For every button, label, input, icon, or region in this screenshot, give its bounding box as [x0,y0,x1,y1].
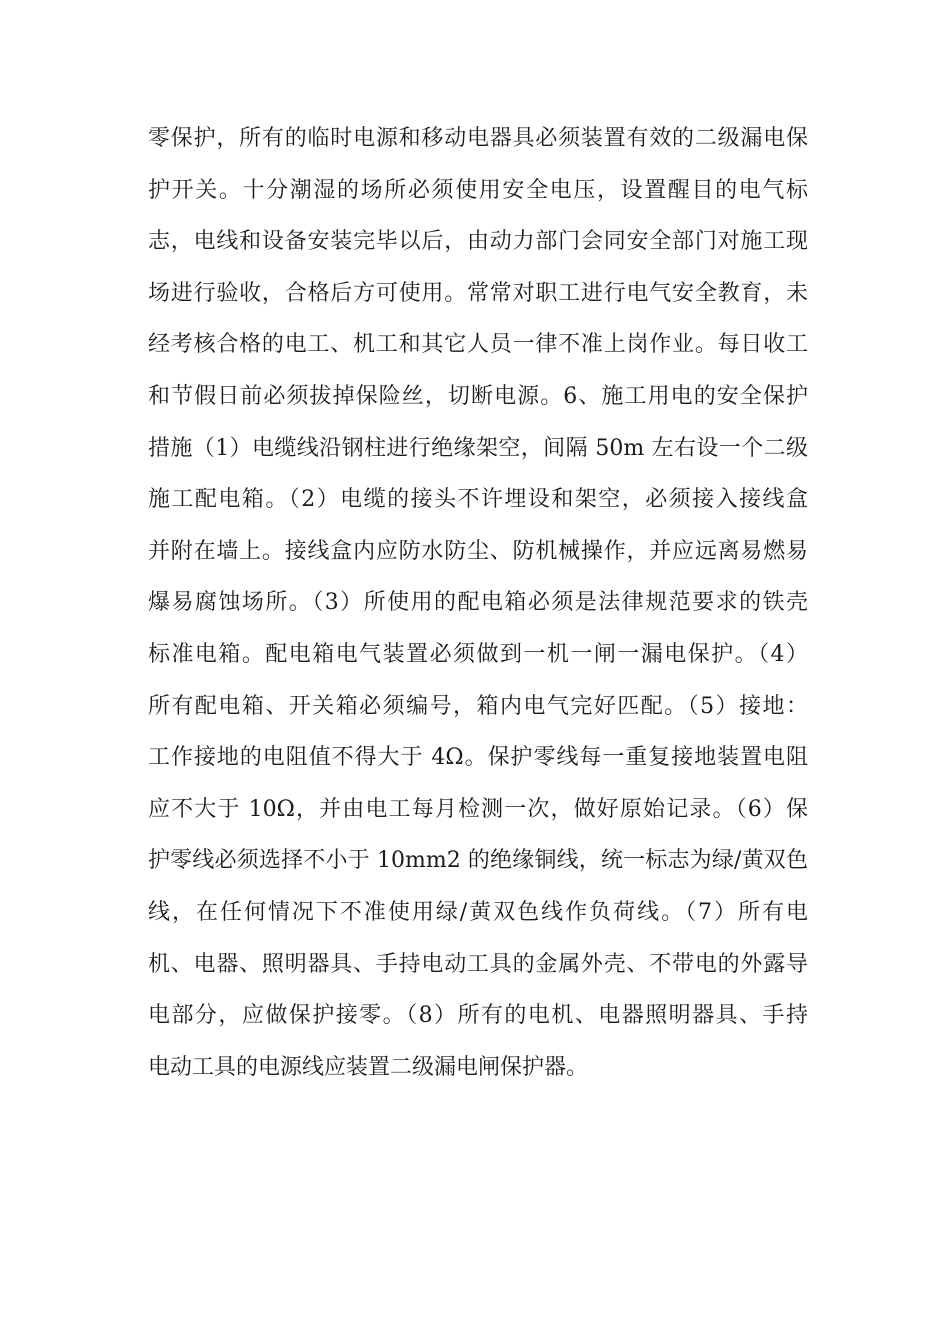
text-line: 场进行验收，合格后方可使用。常常对职工进行电气安全教育，未 [148,280,808,306]
text-line: 措施（1）电缆线沿钢柱进行绝缘架空，间隔 50m 左右设一个二级 [148,435,808,461]
text-line: 应不大于 10Ω，并由电工每月检测一次，做好原始记录。（6）保 [148,796,808,822]
body-paragraph [148,113,808,1093]
text-line: 护开关。十分潮湿的场所必须使用安全电压，设置醒目的电气标 [148,177,808,203]
text-line: 志，电线和设备安装完毕以后，由动力部门会同安全部门对施工现 [148,229,808,255]
text-line: 经考核合格的电工、机工和其它人员一律不准上岗作业。每日收工 [148,332,808,358]
text-line: 施工配电箱。（2）电缆的接头不许埋设和架空，必须接入接线盒 [148,487,808,513]
text-line: 爆易腐蚀场所。（3）所使用的配电箱必须是法律规范要求的铁壳 [148,590,808,616]
text-line: 和节假日前必须拔掉保险丝，切断电源。6、施工用电的安全保护 [148,383,808,409]
text-line: 零保护，所有的临时电源和移动电器具必须装置有效的二级漏电保 [148,126,808,151]
text-line: 电部分，应做保护接零。（8）所有的电机、电器照明器具、手持 [148,1003,808,1029]
text-line: 电动工具的电源线应装置二级漏电闸保护器。 [148,1054,589,1080]
text-line: 并附在墙上。接线盒内应防水防尘、防机械操作，并应远离易燃易 [148,538,808,564]
text-line: 机、电器、照明器具、手持电动工具的金属外壳、不带电的外露导 [148,951,808,977]
text-line: 所有配电箱、开关箱必须编号，箱内电气完好匹配。（5）接地： [148,693,808,719]
text-line: 线，在任何情况下不准使用绿/黄双色线作负荷线。（7）所有电 [148,899,808,925]
text-line: 工作接地的电阻值不得大于 4Ω。保护零线每一重复接地装置电阻 [148,745,808,771]
text-line: 护零线必须选择不小于 10mm2 的绝缘铜线，统一标志为绿/黄双色 [148,848,808,874]
text-line: 标准电箱。配电箱电气装置必须做到一机一闸一漏电保护。（4） [148,641,808,667]
